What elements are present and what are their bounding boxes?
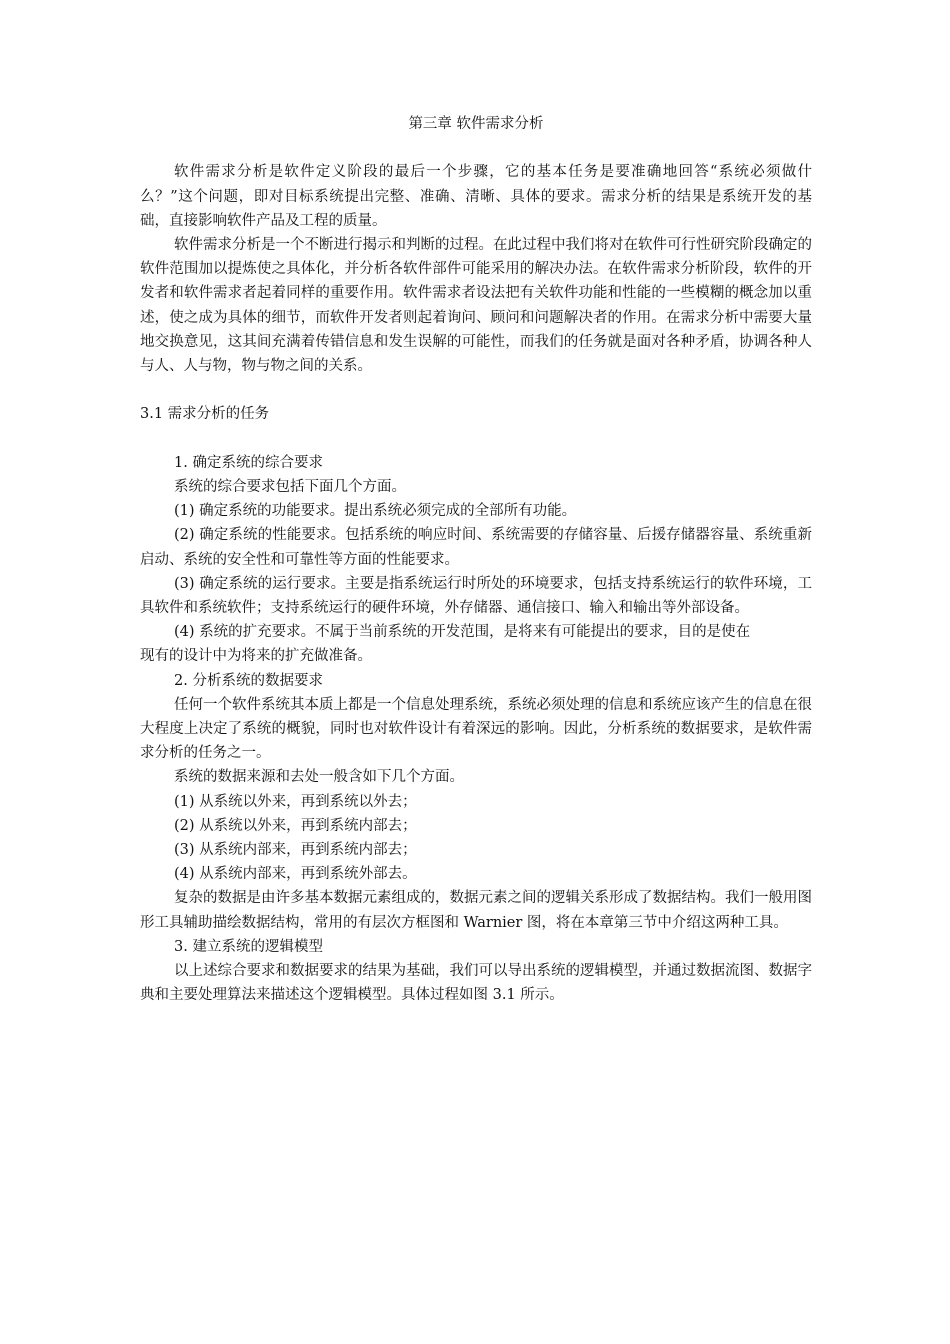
blank-line xyxy=(140,136,812,160)
intro-paragraph-2: 软件需求分析是一个不断进行揭示和判断的过程。在此过程中我们将对在软件可行性研究阶段确定的软件范围加以提炼使之具体化，并分析各软件部件可能采用的解决办法。在软件需求分析阶段，软件的开发者和软件需求者起着同样的重要作用。软件需求者设法把有关软件功能和性能的一些模糊的概念加以重述，使之成为具体的细节，而软件开发者则起着询问、顾问和问题解决者的作用。在需求分析中需要大量地交换意见，这其间充满着传错信息和发生误解的可能性，而我们的任务就是面对各种矛盾，协调各种人与人、人与物，物与物之间的关系。 xyxy=(140,237,812,375)
subsection-1-intro: 系统的综合要求包括下面几个方面。 xyxy=(174,479,406,495)
list-item-continuation: 现有的设计中为将来的扩充做准备。 xyxy=(140,648,372,665)
list-item: (4) 从系统内部来，再到系统外部去。 xyxy=(174,866,417,883)
list-item: (4) 系统的扩充要求。不属于当前系统的开发范围，是将来有可能提出的要求，目的是使在 xyxy=(174,624,751,641)
subsection-heading-1: 1. 确定系统的综合要求 xyxy=(174,454,323,471)
document-page xyxy=(140,112,812,1007)
blank-line xyxy=(140,378,812,402)
blank-line xyxy=(140,427,812,451)
list-item: (2) 从系统以外来，再到系统内部去； xyxy=(174,817,417,834)
subsection-heading-2: 2. 分析系统的数据要求 xyxy=(174,672,323,689)
list-item: (1) 确定系统的功能要求。提出系统必须完成的全部所有功能。 xyxy=(174,503,577,520)
paragraph: 任何一个软件系统其本质上都是一个信息处理系统，系统必须处理的信息和系统应该产生的信息在很大程度上决定了系统的概貌，同时也对软件设计有着深远的影响。因此，分析系统的数据要求，是软件需求分析的任务之一。 xyxy=(140,696,812,762)
list-item: (1) 从系统以外来，再到系统以外去； xyxy=(174,793,417,810)
intro-paragraph-1: 软件需求分析是软件定义阶段的最后一个步骤，它的基本任务是要准确地回答“系统必须做什么？”这个问题，即对目标系统提出完整、准确、清晰、具体的要求。需求分析的结果是系统开发的基础，直接影响软件产品及工程的质量。 xyxy=(140,164,812,229)
list-item: (2) 确定系统的性能要求。包括系统的响应时间、系统需要的存储容量、后援存储器容量、系统重新启动、系统的安全性和可靠性等方面的性能要求。 xyxy=(140,527,812,568)
list-item: (3) 从系统内部来，再到系统内部去； xyxy=(174,842,417,859)
subsection-heading-3: 3. 建立系统的逻辑模型 xyxy=(174,938,323,955)
list-item: (3) 确定系统的运行要求。主要是指系统运行时所处的环境要求，包括支持系统运行的软件环境，工具软件和系统软件；支持系统运行的硬件环境，外存储器、通信接口、输入和输出等外部设备。 xyxy=(140,575,812,617)
section-heading: 3.1 需求分析的任务 xyxy=(140,406,270,423)
paragraph: 系统的数据来源和去处一般含如下几个方面。 xyxy=(174,769,464,786)
paragraph: 复杂的数据是由许多基本数据元素组成的，数据元素之间的逻辑关系形成了数据结构。我们一般用图形工具辅助描绘数据结构，常用的有层次方框图和 Warnier 图，将在本章第三节中介绍这两种工具。 xyxy=(140,890,812,931)
paragraph: 以上述综合要求和数据要求的结果为基础，我们可以导出系统的逻辑模型，并通过数据流图、数据字典和主要处理算法来描述这个逻辑模型。具体过程如图 3.1 所示。 xyxy=(140,963,812,1004)
chapter-title: 第三章 软件需求分析 xyxy=(408,116,544,132)
